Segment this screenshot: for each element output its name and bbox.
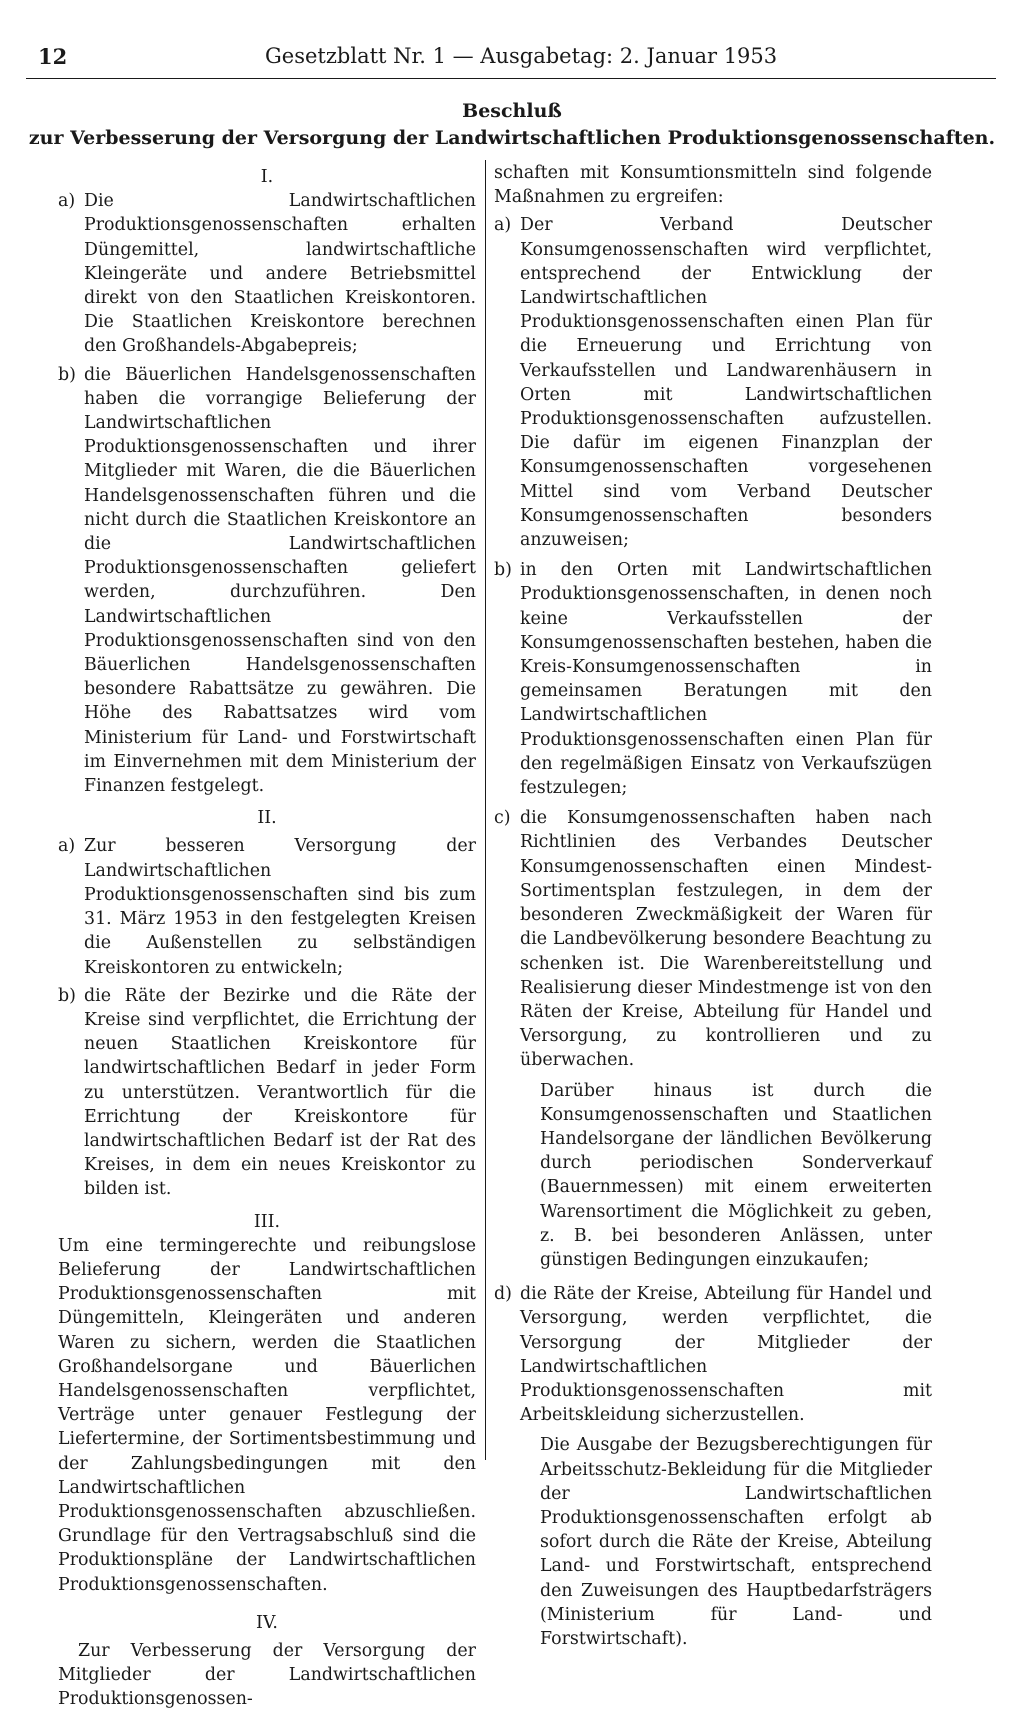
section3-paragraph: Um eine termingerechte und reibungslose Belieferung der Landwirtschaftlichen Produktionsgenossenschaften mit Düngemitteln, Kleingeräten und anderen Waren zu sichern, werden die Staatlichen Großhandelsorgane und Bäuerlichen Handelsgenossenschaften verpflichtet, Verträge unter genauer Festlegung der Liefertermine, der Sortimentsbestimmung und der Zahlungsbedingungen mit den Landwirtschaftlichen Produktionsgenossenschaften abzuschließen. Grundlage für den Vertragsabschluß sind die Produktionspläne der Landwirtschaftlichen Produktionsgenossenschaften. [58, 1235, 476, 1595]
section4-item-d [494, 1282, 932, 1427]
item-text: in den Orten mit Landwirtschaftlichen Produktionsgenossenschaften, in denen noch keine Verkaufsstellen der Konsumgenossenschaften bestehen, haben die Kreis-Konsumgenossenschaften in gemeinsamen Beratungen mit den Landwirtschaftlichen Produktionsgenossenschaften einen Plan für den regelmäßigen Einsatz von Verkaufszügen festzulegen; [520, 560, 933, 799]
section4-intro-right: schaften mit Konsumtionsmitteln sind folgende Maßnahmen zu ergreifen: [494, 163, 932, 208]
item-label: a) [58, 836, 76, 857]
item-text: Zur besseren Versorgung der Landwirtschaftlichen Produktionsgenossenschaften sind bis zum 31. März 1953 in den festgelegten Kreisen die Außenstellen zu selbständigen Kreiskontoren zu entwickeln; [84, 836, 476, 978]
section1-item-a [58, 189, 476, 358]
item-label: c) [494, 808, 511, 829]
column-divider [485, 160, 486, 1460]
section-heading-1: I. [260, 167, 274, 187]
section4-item-c-continuation: Darüber hinaus ist durch die Konsumgenossenschaften und Staatlichen Handelsorgane der ländlichen Bevölkerung durch periodischen Sonderverkauf (Bauernmessen) mit einem erweiterten Warensortiment die Möglichkeit zu geben, z. B. bei besonderen Anlässen, unter günstigen Bedingungen einzukaufen; [540, 1080, 932, 1270]
section-heading-2: II. [257, 808, 277, 829]
section4-item-d-continuation: Die Ausgabe der Bezugsberechtigungen für Arbeitsschutz-Bekleidung für die Mitglieder der Landwirtschaftlichen Produktionsgenossenschaften erfolgt ab sofort durch die Räte der Kreise, Abteilung Land- und Forstwirtschaft, entsprechend den Zuweisungen des Hauptbedarfsträgers (Ministerium für Land- und Forstwirtschaft). [540, 1435, 932, 1649]
section2-item-a [58, 834, 476, 979]
item-label: b) [58, 364, 76, 385]
item-label: d) [494, 1284, 512, 1305]
section-heading-4: IV. [256, 1612, 278, 1633]
section4-intro-left: Zur Verbesserung der Versorgung der Mitglieder der Landwirtschaftlichen Produktionsgenossen- [58, 1640, 476, 1710]
section4-item-c [494, 806, 932, 1072]
section-heading-3: III. [253, 1211, 281, 1232]
item-text: die Räte der Bezirke und die Räte der Kreise sind verpflichtet, die Errichtung der neuen Staatlichen Kreiskontore für landwirtschaftlichen Bedarf in jeder Form zu unterstützen. Verantwortlich für die Errichtung der Kreiskontore für landwirtschaftlichen Bedarf ist der Rat des Kreises, in dem ein neues Kreiskontor zu bilden ist. [84, 985, 476, 1200]
section4-item-a [494, 213, 932, 552]
item-text: Der Verband Deutscher Konsumgenossenschaften wird verpflichtet, entsprechend der Entwicklung der Landwirtschaftlichen Produktionsgenossenschaften einen Plan für die Erneuerung und Errichtung von Verkaufsstellen und Landwarenhäusern in Orten mit Landwirtschaftlichen Produktionsgenossenschaften aufzustellen. Die dafür im eigenen Finanzplan der Konsumgenossenschaften vorgesehenen Mittel sind vom Verband Deutscher Konsumgenossenschaften besonders anzuweisen; [520, 215, 932, 551]
header-rule [26, 78, 996, 79]
section1-item-b [58, 363, 476, 799]
item-label: b) [494, 560, 512, 581]
running-header: Gesetzblatt Nr. 1 — Ausgabetag: 2. Januar 1953 [265, 44, 778, 68]
document-title: Beschluß [462, 100, 562, 122]
item-text: die Konsumgenossenschaften haben nach Richtlinien des Verbandes Deutscher Konsumgenossenschaften einen Mindest-Sortimentsplan festzulegen, in dem der besonderen Zweckmäßigkeit der Waren für die Landbevölkerung besondere Beachtung zu schenken ist. Die Warenbereitstellung und Realisierung dieser Mindestmenge ist von den Räten der Kreise, Abteilung für Handel und Versorgung, zu kontrollieren und zu überwachen. [520, 808, 932, 1071]
item-text: Die Landwirtschaftlichen Produktionsgenossenschaften erhalten Düngemittel, landwirtschaftliche Kleingeräte und andere Betriebsmittel direkt von den Staatlichen Kreiskontoren. Die Staatlichen Kreiskontore berechnen den Großhandels-Abgabepreis; [84, 191, 476, 357]
page-number: 12 [38, 44, 68, 69]
left-column [58, 165, 476, 1712]
document-subtitle: zur Verbesserung der Versorgung der Landwirtschaftlichen Produktionsgenossenschaften. [28, 127, 996, 149]
right-column [494, 161, 932, 1651]
section2-item-b [58, 984, 476, 1202]
item-label: a) [58, 191, 76, 212]
item-text: die Bäuerlichen Handelsgenossenschaften haben die vorrangige Belieferung der Landwirtschaftlichen Produktionsgenossenschaften und ihrer Mitglieder mit Waren, die die Bäuerlichen Handelsgenossenschaften führen und die nicht durch die Staatlichen Kreiskontore an die Landwirtschaftlichen Produktionsgenossenschaften geliefert werden, durchzuführen. Den Landwirtschaftlichen Produktionsgenossenschaften sind von den Bäuerlichen Handelsgenossenschaften besondere Rabattsätze zu gewähren. Die Höhe des Rabattsatzes wird vom Ministerium für Land- und Forstwirtschaft im Einvernehmen mit dem Ministerium der Finanzen festgelegt. [84, 364, 476, 797]
item-label: a) [494, 215, 512, 236]
item-label: b) [58, 985, 76, 1006]
section4-item-b [494, 558, 932, 800]
item-text: die Räte der Kreise, Abteilung für Handel und Versorgung, werden verpflichtet, die Versorgung der Mitglieder der Landwirtschaftlichen Produktionsgenossenschaften mit Arbeitskleidung sicherzustellen. [520, 1284, 932, 1426]
